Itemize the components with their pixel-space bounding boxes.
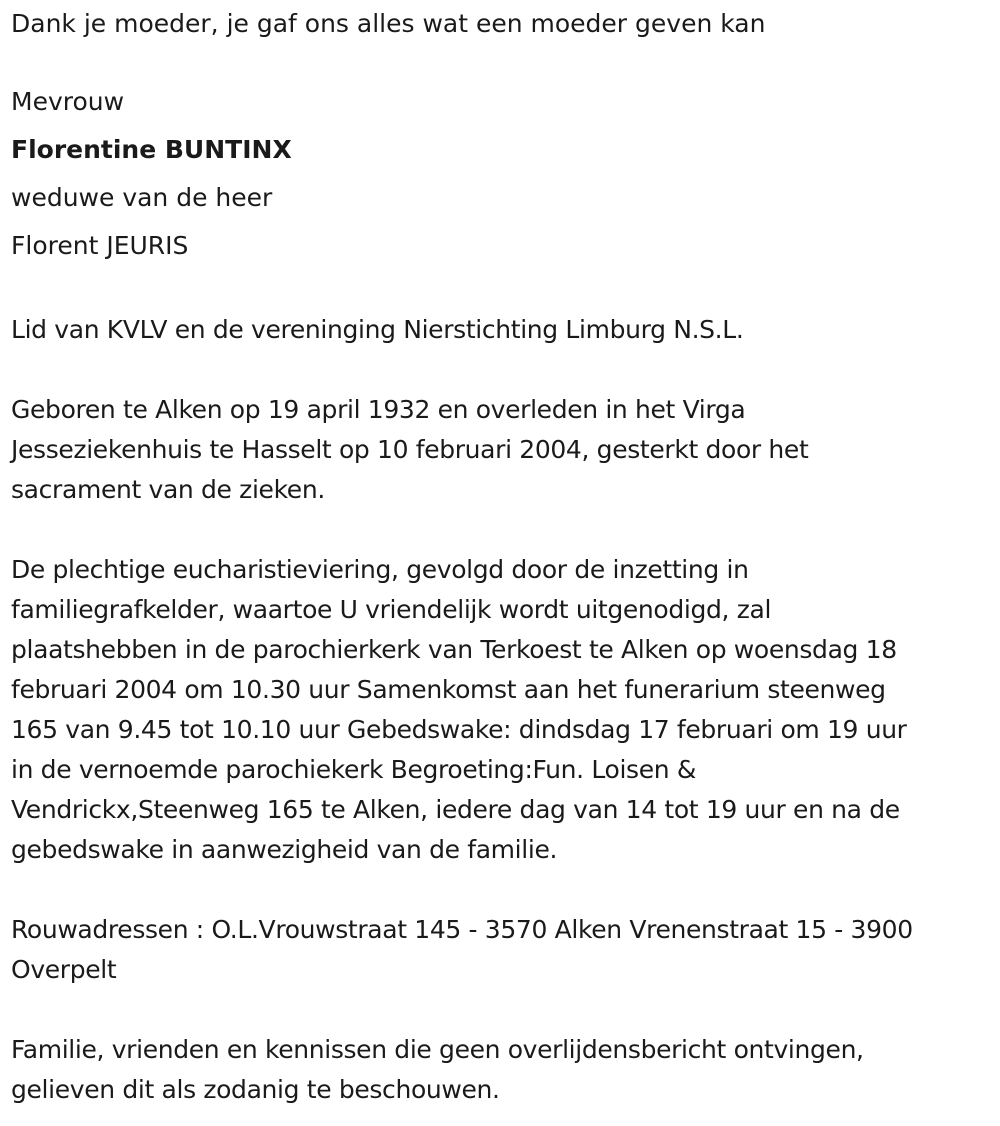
deceased-name: Florentine BUNTINX — [11, 135, 292, 164]
address-line: Overpelt — [11, 955, 117, 984]
birth-death-line: sacrament van de zieken. — [11, 475, 325, 504]
membership-paragraph — [11, 310, 1000, 350]
address-line: Rouwadressen : O.L.Vrouwstraat 145 - 3570 Alken Vrenenstraat 15 - 3900 — [11, 915, 913, 944]
ceremony-line: februari 2004 om 10.30 uur Samenkomst aan het funerarium steenweg — [11, 675, 886, 704]
closing-line: Familie, vrienden en kennissen die geen overlijdensbericht ontvingen, — [11, 1035, 864, 1064]
deceased-name-block — [11, 78, 1000, 270]
ceremony-line: Vendrickx,Steenweg 165 te Alken, iedere dag van 14 tot 19 uur en na de — [11, 795, 900, 824]
ceremony-line: 165 van 9.45 tot 10.10 uur Gebedswake: dindsdag 17 februari om 19 uur — [11, 715, 907, 744]
ceremony-line: De plechtige eucharistieviering, gevolgd door de inzetting in — [11, 555, 749, 584]
birth-death-paragraph — [11, 390, 996, 510]
closing-line: gelieven dit als zodanig te beschouwen. — [11, 1075, 500, 1104]
birth-death-line: Jesseziekenhuis te Hasselt op 10 februari 2004, gesterkt door het — [11, 435, 809, 464]
address-paragraph — [11, 910, 996, 990]
husband-name: Florent JEURIS — [11, 231, 189, 260]
membership-line: Lid van KVLV en de vereninging Nierstichting Limburg N.S.L. — [11, 315, 744, 344]
closing-paragraph — [11, 1030, 996, 1110]
ceremony-line: familiegrafkelder, waartoe U vriendelijk wordt uitgenodigd, zal — [11, 595, 772, 624]
ceremony-line: in de vernoemde parochiekerk Begroeting:Fun. Loisen & — [11, 755, 696, 784]
motto-line: Dank je moeder, je gaf ons alles wat een moeder geven kan — [11, 9, 766, 38]
ceremony-line: plaatshebben in de parochierkerk van Terkoest te Alken op woensdag 18 — [11, 635, 897, 664]
ceremony-paragraph — [11, 550, 996, 870]
honorific-title: Mevrouw — [11, 87, 125, 116]
ceremony-line: gebedswake in aanwezigheid van de familie. — [11, 835, 558, 864]
birth-death-line: Geboren te Alken op 19 april 1932 en overleden in het Virga — [11, 395, 746, 424]
widow-of-label: weduwe van de heer — [11, 183, 273, 212]
